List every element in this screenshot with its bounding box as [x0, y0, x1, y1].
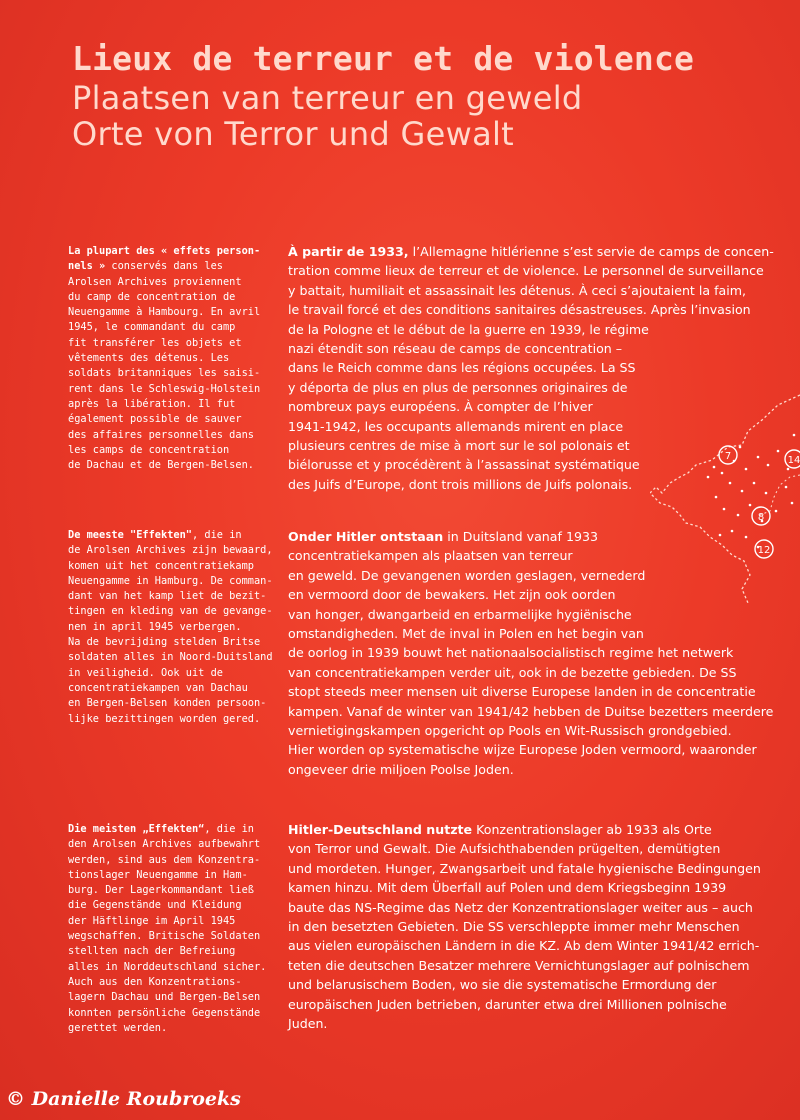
svg-text:8: 8: [757, 512, 765, 523]
main-line: ongeveer drie miljoen Poolse Joden.: [288, 761, 514, 777]
sidebar-line: fit transférer les objets et: [68, 336, 242, 349]
main-line: van concentratiekampen verder uit, ook in de bezette gebieden. De SS: [288, 664, 737, 680]
sidebar-line: dant van het kamp liet de bezit-: [68, 590, 267, 603]
main-line: kamen hinzu. Mit dem Überfall auf Polen und dem Kriegsbeginn 1939: [288, 880, 727, 896]
main-line: de la Pologne et le début de la guerre en 1939, le régime: [288, 321, 649, 337]
sidebar-text-french: [68, 244, 268, 473]
sidebar-line: vêtements des détenus. Les: [68, 352, 230, 365]
main-line: omstandigheden. Met de inval in Polen en het begin van: [288, 626, 644, 642]
sidebar-line: komen uit het concentratiekamp: [68, 559, 254, 572]
main-line: Hitler-Deutschland nutzte Konzentrationslager ab 1933 als Orte: [288, 822, 712, 837]
main-line: en geweld. De gevangenen worden geslagen, vernederd: [288, 567, 646, 583]
title-german: Orte von Terror und Gewalt: [72, 115, 515, 153]
sidebar-line: les camps de concentration: [68, 443, 230, 456]
main-line: de oorlog in 1939 bouwt het nationaalsocialistisch regime het netwerk: [288, 645, 734, 661]
title-block: [72, 38, 694, 152]
sidebar-line: nels » conservés dans les: [68, 260, 223, 273]
title-dutch: Plaatsen van terreur en geweld: [72, 79, 583, 117]
main-line: vernietigingskampen opgericht op Pools en Wit-Russisch grondgebied.: [288, 723, 732, 739]
sidebar-line: 1945, le commandant du camp: [68, 321, 236, 334]
main-line: stopt steeds meer mensen uit diverse Europese landen in de concentratie: [288, 684, 756, 700]
title-french: Lieux de terreur et de violence: [72, 39, 695, 78]
sidebar-line: tionslager Neuengamme in Ham-: [68, 868, 248, 881]
main-line: baute das NS-Regime das Netz der Konzentrationslager weiter aus – auch: [288, 899, 753, 915]
sidebar-line: Arolsen Archives proviennent: [68, 275, 242, 288]
sidebar-line: nen in april 1945 verbergen.: [68, 620, 242, 633]
sidebar-line: stellten nach der Befreiung: [68, 945, 236, 958]
main-line: van honger, dwangarbeid en erbarmelijke hygiënische: [288, 606, 632, 622]
main-line: y battait, humiliait et assassinait les détenus. À ceci s’ajoutaient la faim,: [288, 282, 747, 298]
svg-text:14: 14: [787, 455, 800, 466]
sidebar-line: Auch aus den Konzentrations-: [68, 975, 242, 988]
main-line: y déporta de plus en plus de personnes originaires de: [288, 379, 628, 395]
sidebar-line: de Dachau et de Bergen-Belsen.: [68, 459, 254, 472]
sidebar-line: des affaires personnelles dans: [68, 428, 254, 441]
main-line: le travail forcé et des conditions sanitaires désastreuses. Après l’invasion: [288, 302, 751, 318]
sidebar-line: rent dans le Schleswig-Holstein: [68, 382, 261, 395]
main-line: plusieurs centres de mise à mort sur le sol polonais et: [288, 438, 630, 454]
sidebar-line: La plupart des « effets person-: [68, 245, 261, 257]
sidebar-line: in veiligheid. Ook uit de: [68, 666, 223, 679]
main-line: dans le Reich comme dans les régions occupées. La SS: [288, 360, 636, 376]
main-line: biélorusse et y procédèrent à l’assassinat systématique: [288, 457, 640, 473]
sidebar-line: den Arolsen Archives aufbewahrt: [68, 838, 261, 851]
sidebar-line: soldats britanniques les saisi-: [68, 367, 261, 380]
sidebar-line: werden, sind aus dem Konzentra-: [68, 853, 261, 866]
sidebar-line: tingen en kleding van de gevange-: [68, 605, 273, 618]
main-line: europäischen Juden betrieben, darunter etwa drei Millionen polnische: [288, 996, 727, 1012]
sidebar-line: du camp de concentration de: [68, 290, 236, 303]
sidebar-line: De meeste "Effekten", die in: [68, 529, 242, 541]
sidebar-line: konnten persönliche Gegenstände: [68, 1006, 261, 1019]
main-line: Juden.: [288, 1016, 328, 1032]
sidebar-line: die Gegenstände und Kleidung: [68, 899, 242, 912]
main-line: nombreux pays européens. À compter de l’hiver: [288, 399, 593, 415]
sidebar-line: gerettet werden.: [68, 1021, 168, 1034]
sidebar-line: en Bergen-Belsen konden persoon-: [68, 697, 267, 710]
sidebar-line: Die meisten „Effekten“, die in: [68, 823, 254, 835]
main-line: Hier worden op systematische wijze Europese Joden vermoord, waaronder: [288, 742, 757, 758]
main-line: des Juifs d’Europe, dont trois millions de Juifs polonais.: [288, 476, 633, 492]
sidebar-line: Neuengamme à Hambourg. En avril: [68, 306, 261, 319]
sidebar-line: burg. Der Lagerkommandant ließ: [68, 884, 254, 897]
sidebar-line: wegschaffen. Britische Soldaten: [68, 930, 261, 943]
main-line: 1941-1942, les occupants allemands mirent en place: [288, 418, 624, 434]
sidebar-line: lijke bezittingen worden gered.: [68, 712, 261, 725]
main-line: en vermoord door de bewakers. Het zijn ook oorden: [288, 587, 616, 603]
sidebar-line: soldaten alles in Noord-Duitsland: [68, 651, 273, 664]
main-line: nazi étendit son réseau de camps de concentration –: [288, 341, 623, 357]
main-text-german: [288, 820, 761, 1033]
photo-credit: © Danielle Roubroeks: [6, 1088, 241, 1110]
map-marker: [719, 446, 737, 464]
border-line: [650, 395, 800, 603]
main-line: concentratiekampen als plaatsen van terreur: [288, 548, 573, 564]
sidebar-line: concentratiekampen van Dachau: [68, 681, 248, 694]
map-marker: [752, 507, 770, 525]
sidebar-text-german: [68, 822, 268, 1036]
main-line: kampen. Vanaf de winter van 1941/42 hebben de Duitse bezetters meerdere: [288, 703, 774, 719]
sidebar-line: après la libération. Il fut: [68, 397, 236, 410]
main-line: und belarusischem Boden, wo sie die systematische Ermordung der: [288, 977, 717, 993]
main-line: aus vielen europäischen Ländern in die KZ. Ab dem Winter 1941/42 errich-: [288, 938, 760, 954]
europe-map-fragment: [650, 365, 800, 605]
svg-text:7: 7: [724, 451, 732, 462]
main-line: Onder Hitler ontstaan in Duitsland vanaf 1933: [288, 529, 598, 544]
svg-text:12: 12: [757, 545, 771, 556]
main-line: und mordeten. Hunger, Zwangsarbeit und fatale hygienische Bedingungen: [288, 860, 761, 876]
main-line: von Terror und Gewalt. Die Aufsichthabenden prügelten, demütigten: [288, 841, 721, 857]
sidebar-line: alles in Norddeutschland sicher.: [68, 960, 267, 973]
main-line: À partir de 1933, l’Allemagne hitlérienne s’est servie de camps de concen-: [288, 244, 774, 259]
sidebar-line: de Arolsen Archives zijn bewaard,: [68, 544, 273, 557]
sidebar-line: Na de bevrijding stelden Britse: [68, 636, 261, 649]
main-line: in den besetzten Gebieten. Die SS verschleppte immer mehr Menschen: [288, 919, 740, 935]
main-line: tration comme lieux de terreur et de violence. Le personnel de surveillance: [288, 263, 764, 279]
map-marker: [785, 450, 800, 468]
map-marker: [755, 540, 773, 558]
sidebar-line: également possible de sauver: [68, 413, 242, 426]
main-line: teten die deutschen Besatzer mehrere Vernichtungslager auf polnischem: [288, 957, 750, 973]
sidebar-text-dutch: [68, 528, 273, 727]
sidebar-line: lagern Dachau und Bergen-Belsen: [68, 991, 261, 1004]
sidebar-line: Neuengamme in Hamburg. De comman-: [68, 574, 273, 587]
sidebar-line: der Häftlinge im April 1945: [68, 914, 236, 927]
